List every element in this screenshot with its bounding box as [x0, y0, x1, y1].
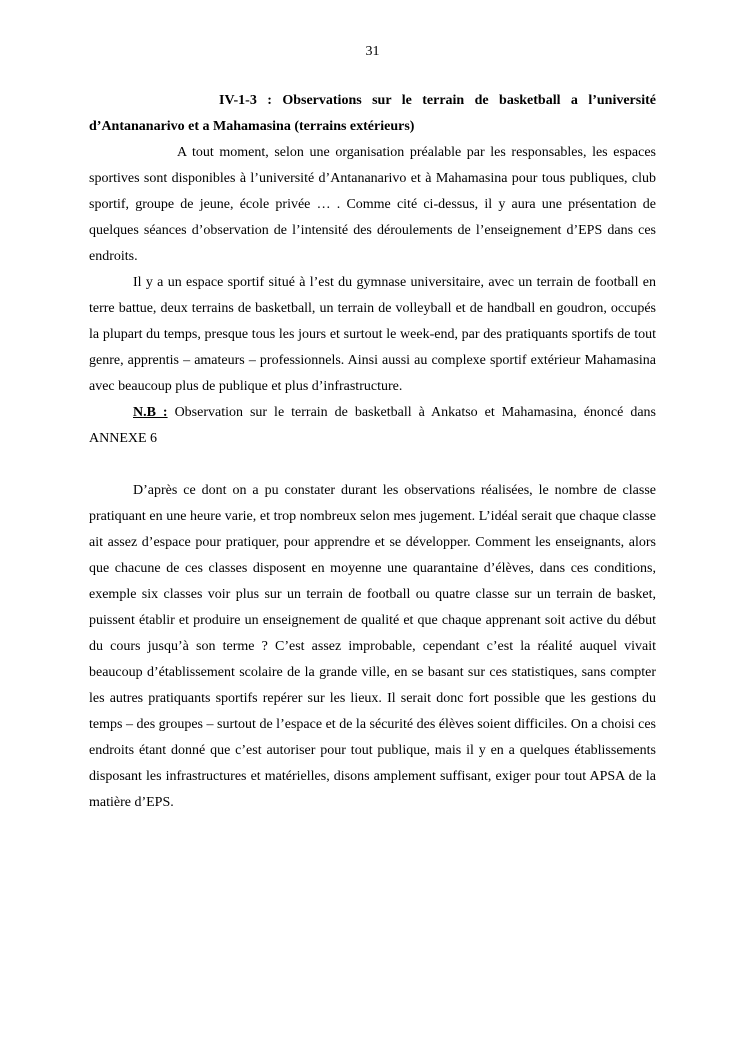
page-number: 31: [365, 44, 380, 59]
section-heading: IV-1-3 : Observations sur le terrain de basketball a l’université d’Antananarivo et a Mahamasina (terrains extérieurs): [89, 93, 656, 134]
note-paragraph: [89, 400, 656, 452]
paragraph-observations: D’après ce dont on a pu constater durant les observations réalisées, le nombre de classe pratiquant en une heure varie, et trop nombreux selon mes jugement. L’idéal serait que chaque classe ait assez d’espace pour pratiquer, pour apprendre et se développer. Comment les enseignants, alors que chacune de ces classes disposent en moyenne une quarantaine d’élèves, dans ces conditions, exemple six classes voir plus sur un terrain de football ou quatre classe sur un terrain de basket, puissent établir et produire un enseignement de qualité et que chaque apprenant soit active du début du cours jusqu’à son terme ? C’est assez improbable, cependant c’est la réalité auquel vivait beaucoup d’établissement scolaire de la grande ville, en se basant sur ces statistiques, sans compter les autres pratiquants sportifs repérer sur les lieux. Il serait donc fort possible que les gestions du temps – des groupes – surtout de l’espace et de la sécurité des élèves soient difficiles. On a choisi ces endroits étant donné que c’est autoriser pour tout publique, mais il y en a quelques établissements disposant les infrastructures et matérielles, disons amplement suffisant, exiger pour tout APSA de la matière d’EPS.: [89, 483, 656, 810]
document-body: [89, 88, 656, 816]
paragraph-spacer: [89, 452, 656, 478]
paragraph-sports-space: Il y a un espace sportif situé à l’est du gymnase universitaire, avec un terrain de football en terre battue, deux terrains de basketball, un terrain de volleyball et de handball en goudron, occupés la plupart du temps, presque tous les jours et surtout le week-end, par des pratiquants sportifs de tout genre, apprentis – amateurs – professionnels. Ainsi aussi au complexe sportif extérieur Mahamasina avec beaucoup plus de publique et plus d’infrastructure.: [89, 275, 656, 394]
note-text: Observation sur le terrain de basketball à Ankatso et Mahamasina, énoncé dans ANNEXE 6: [89, 405, 656, 446]
paragraph-intro: A tout moment, selon une organisation préalable par les responsables, les espaces sportives sont disponibles à l’université d’Antananarivo et à Mahamasina pour tous publiques, club sportif, groupe de jeune, école privée … . Comme cité ci-dessus, il y aura une présentation de quelques séances d’observation de l’intensité des déroulements de l’enseignement d’EPS dans ces endroits.: [89, 145, 656, 264]
note-label: N.B :: [133, 405, 168, 420]
